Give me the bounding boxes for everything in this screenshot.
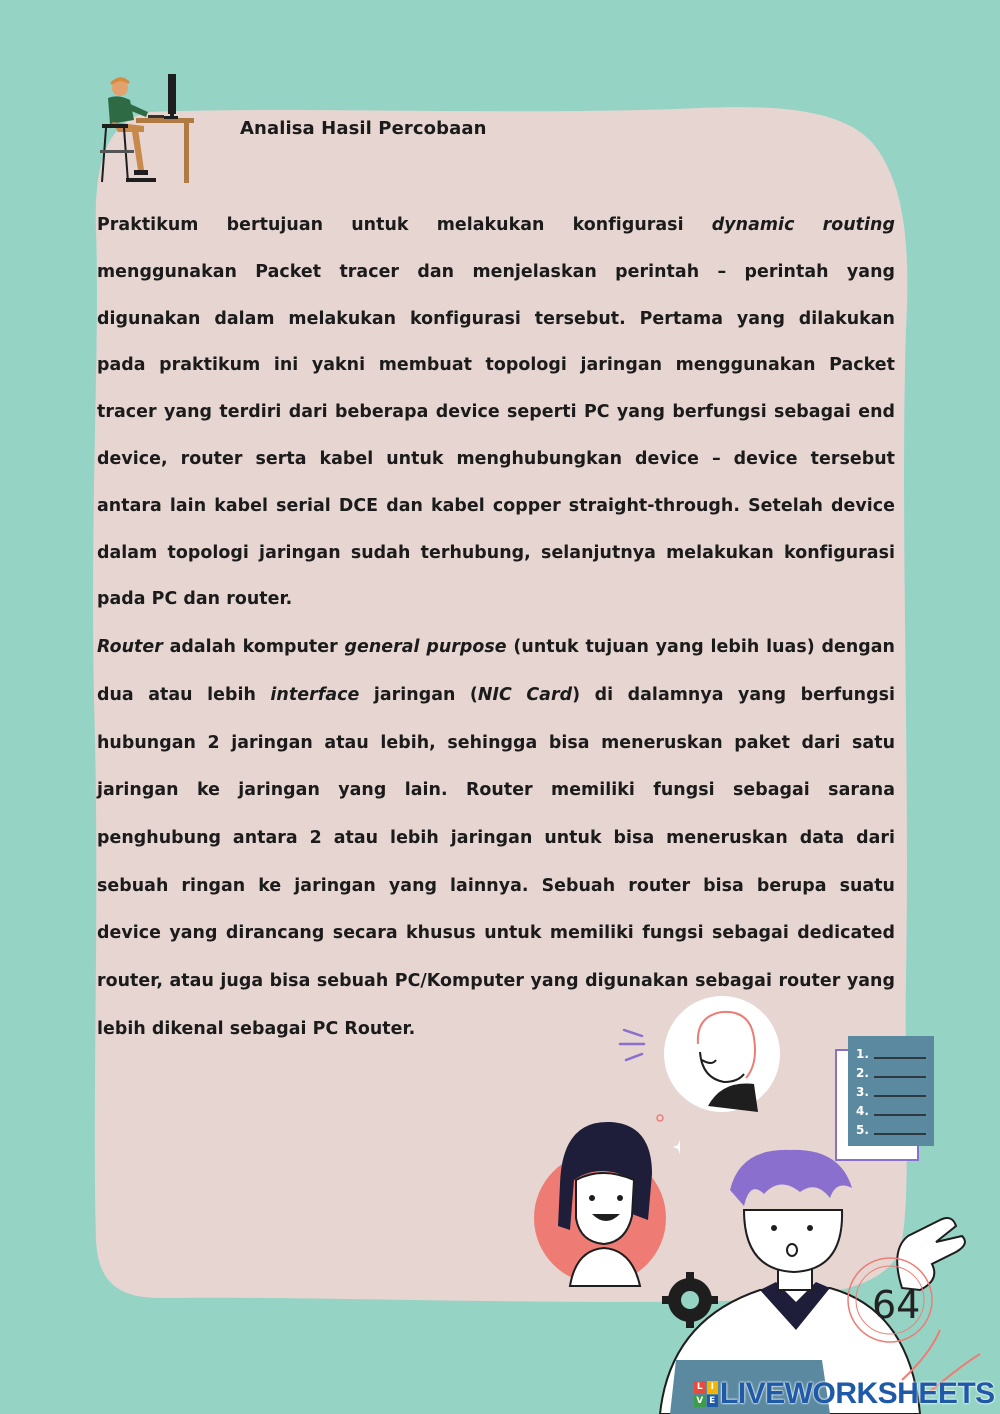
- checklist-item-4: 4.: [856, 1104, 869, 1118]
- person-at-computer-illustration: [98, 70, 198, 188]
- watermark-text: LIVEWORKSHEETS: [720, 1377, 995, 1410]
- checklist-item-1: 1.: [856, 1047, 869, 1061]
- liveworksheets-logo-icon: L I V E: [694, 1381, 718, 1407]
- thinking-person-icon: [612, 994, 784, 1118]
- liveworksheets-watermark[interactable]: [694, 1374, 995, 1414]
- section-title: Analisa Hasil Percobaan: [240, 118, 487, 139]
- checklist-item-2: 2.: [856, 1066, 869, 1080]
- body-text: [97, 202, 895, 1054]
- paragraph-1: Praktikum bertujuan untuk melakukan konfigurasi dynamic routing menggunakan Packet tracer dan menjelaskan perintah – perintah yang digunakan dalam melakukan konfigurasi tersebut. Pertama yang dilakukan pada praktikum ini yakni membuat topologi jaringan menggunakan Packet tracer yang terdiri dari beberapa device seperti PC yang berfungsi sebagai end device, router serta kabel untuk menghubungkan device – device tersebut antara lain kabel serial DCE dan kabel copper straight-through. Setelah device dalam topologi jaringan sudah terhubung, selanjutnya melakukan konfigurasi pada PC dan router.: [97, 215, 895, 610]
- checklist-item-5: 5.: [856, 1123, 869, 1137]
- surprised-boy-icon: [640, 1140, 1000, 1414]
- page-number: 64: [872, 1283, 921, 1327]
- checklist-item-3: 3.: [856, 1085, 869, 1099]
- paragraph-2: Router adalah komputer general purpose (untuk tujuan yang lebih luas) dengan dua atau lebih interface jaringan (NIC Card) di dalamnya yang berfungsi hubungan 2 jaringan atau lebih, sehingga bisa meneruskan paket dari satu jaringan ke jaringan yang lain. Router memiliki fungsi sebagai sarana penghubung antara 2 atau lebih jaringan untuk bisa meneruskan data dari sebuah ringan ke jaringan yang lainnya. Sebuah router bisa berupa suatu device yang dirancang secara khusus untuk memiliki fungsi sebagai dedicated router, atau juga bisa sebuah PC/Komputer yang digunakan sebagai router yang lebih dikenal sebagai PC Router.: [97, 637, 895, 1039]
